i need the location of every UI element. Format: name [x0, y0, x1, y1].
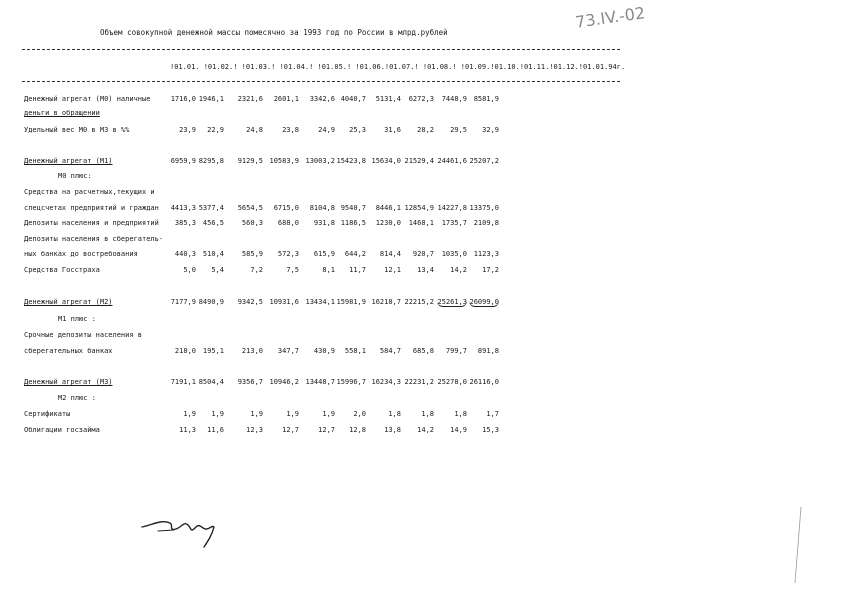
- cell: 13,4: [417, 266, 434, 274]
- cell: 14,2: [417, 426, 434, 434]
- cell: 11,3: [179, 426, 196, 434]
- header-divider: [22, 81, 620, 82]
- table-row-certificates: [0, 410, 842, 422]
- cell: 1,9: [250, 410, 263, 418]
- table-row-gosstrakh: [0, 266, 842, 278]
- cell: 10931,6: [269, 298, 299, 306]
- cell: 25,3: [349, 126, 366, 134]
- table-row-deposits: [0, 219, 842, 231]
- cell: 685,8: [412, 347, 434, 355]
- table-row-term-header: [0, 331, 842, 343]
- cell: 23,9: [179, 126, 196, 134]
- cell: 5,0: [183, 266, 196, 274]
- cell: 22231,2: [404, 378, 434, 386]
- cell: 1735,7: [441, 219, 467, 227]
- cell: 8,1: [322, 266, 335, 274]
- cell: 8504,4: [198, 378, 224, 386]
- row-label: Депозиты населения и предприятий: [24, 219, 159, 227]
- table-row-m0-cont: [0, 109, 842, 121]
- cell-circled: 26099,0: [469, 298, 499, 306]
- cell: 23,8: [282, 126, 299, 134]
- cell: 891,8: [477, 347, 499, 355]
- cell: 7448,9: [441, 95, 467, 103]
- cell: 1,8: [454, 410, 467, 418]
- table-row-m2-plus: [0, 394, 842, 406]
- cell: 7177,9: [170, 298, 196, 306]
- cell: 456,5: [202, 219, 224, 227]
- cell: 24,8: [246, 126, 263, 134]
- cell: 1,8: [388, 410, 401, 418]
- row-label: Денежный агрегат (М2): [24, 298, 113, 306]
- table-row-savings: [0, 250, 842, 262]
- cell: 24,9: [318, 126, 335, 134]
- cell: 17,2: [482, 266, 499, 274]
- cell-circled: 25261,3: [437, 298, 467, 306]
- cell: 9342,5: [237, 298, 263, 306]
- cell: 213,0: [241, 347, 263, 355]
- cell: 814,4: [379, 250, 401, 258]
- row-label: М1 плюс :: [58, 315, 96, 323]
- row-label: Денежный агрегат (М0) наличные: [24, 95, 151, 103]
- cell: 32,9: [482, 126, 499, 134]
- cell: 560,3: [241, 219, 263, 227]
- cell: 572,3: [277, 250, 299, 258]
- cell: 1,9: [322, 410, 335, 418]
- cell: 584,7: [379, 347, 401, 355]
- cell: 14227,8: [437, 204, 467, 212]
- cell: 688,0: [277, 219, 299, 227]
- cell: 5654,5: [237, 204, 263, 212]
- cell: 15634,0: [371, 157, 401, 165]
- cell: 13375,0: [469, 204, 499, 212]
- cell: 218,0: [174, 347, 196, 355]
- cell: 3342,6: [309, 95, 335, 103]
- cell: 15,3: [482, 426, 499, 434]
- cell: 4040,7: [340, 95, 366, 103]
- row-label: Удельный вес М0 в М3 в %%: [24, 126, 130, 134]
- cell: 15996,7: [336, 378, 366, 386]
- cell: 13448,7: [305, 378, 335, 386]
- cell: 24461,6: [437, 157, 467, 165]
- cell: 31,6: [384, 126, 401, 134]
- cell: 6959,9: [170, 157, 196, 165]
- cell: 10946,2: [269, 378, 299, 386]
- cell: 10583,9: [269, 157, 299, 165]
- cell: 2109,8: [473, 219, 499, 227]
- table-row-m0-plus: [0, 172, 842, 184]
- column-header-row: !01.01. !01.02.! !01.03.! !01.04.! !01.05.! !01.06.!01.07.! !01.08.! !01.09.!01.10.!01.11.!01.12.!01.01.94г.: [170, 63, 626, 71]
- cell: 1,9: [286, 410, 299, 418]
- cell: 5,4: [211, 266, 224, 274]
- cell: 8581,9: [473, 95, 499, 103]
- cell: 22215,2: [404, 298, 434, 306]
- cell: 1123,3: [473, 250, 499, 258]
- cell: 1230,0: [375, 219, 401, 227]
- cell: 1946,1: [198, 95, 224, 103]
- cell: 5377,4: [198, 204, 224, 212]
- table-row-accounts: [0, 204, 842, 216]
- cell: 12,7: [318, 426, 335, 434]
- cell: 1,8: [421, 410, 434, 418]
- table-row-m1: [0, 157, 842, 169]
- row-label: Средства на расчетных,текущих и: [24, 188, 155, 196]
- cell: 931,8: [313, 219, 335, 227]
- cell: 1035,0: [441, 250, 467, 258]
- cell: 1,9: [211, 410, 224, 418]
- table-row-m3: [0, 378, 842, 390]
- cell: 13434,1: [305, 298, 335, 306]
- cell: 7191,1: [170, 378, 196, 386]
- row-label: Денежный агрегат (М3): [24, 378, 113, 386]
- cell: 12,8: [349, 426, 366, 434]
- row-label: Депозиты населения в сберегатель-: [24, 235, 164, 243]
- row-label: Сертификаты: [24, 410, 71, 418]
- cell: 7,2: [250, 266, 263, 274]
- cell: 385,3: [174, 219, 196, 227]
- handwritten-stamp: 73.IV.-02: [574, 3, 647, 32]
- cell: 11,6: [207, 426, 224, 434]
- cell: 8295,8: [198, 157, 224, 165]
- cell: 14,9: [450, 426, 467, 434]
- cell: 11,7: [349, 266, 366, 274]
- table-row-m0-share: [0, 126, 842, 138]
- cell: 1468,1: [408, 219, 434, 227]
- cell: 6272,3: [408, 95, 434, 103]
- cell: 15981,9: [336, 298, 366, 306]
- table-row-bonds: [0, 426, 842, 438]
- cell: 585,9: [241, 250, 263, 258]
- cell: 9540,7: [340, 204, 366, 212]
- document-title: Объем совокупной денежной массы помесячно за 1993 год по России в млрд.рублей: [100, 28, 448, 37]
- cell: 9356,7: [237, 378, 263, 386]
- cell: 8104,8: [309, 204, 335, 212]
- cell: 799,7: [445, 347, 467, 355]
- cell: 8490,9: [198, 298, 224, 306]
- cell: 8446,1: [375, 204, 401, 212]
- row-label: М2 плюс :: [58, 394, 96, 402]
- cell: 12,7: [282, 426, 299, 434]
- cell: 12,3: [246, 426, 263, 434]
- cell: 1,9: [183, 410, 196, 418]
- row-label: Облигации госзайма: [24, 426, 100, 434]
- table-row-accounts-header: [0, 188, 842, 200]
- table-row-m2: [0, 298, 842, 310]
- cell: 15423,8: [336, 157, 366, 165]
- handwritten-signature: [140, 505, 230, 550]
- cell: 2601,1: [273, 95, 299, 103]
- row-label: Срочные депозиты населения в: [24, 331, 143, 339]
- cell: 440,3: [174, 250, 196, 258]
- cell: 1,7: [486, 410, 499, 418]
- table-row-term: [0, 347, 842, 359]
- cell: 25278,0: [437, 378, 467, 386]
- cell: 510,4: [202, 250, 224, 258]
- cell: 2321,6: [237, 95, 263, 103]
- row-label: М0 плюс:: [58, 172, 92, 180]
- cell: 9129,5: [237, 157, 263, 165]
- cell: 6715,0: [273, 204, 299, 212]
- cell: 12854,9: [404, 204, 434, 212]
- cell: 25207,2: [469, 157, 499, 165]
- cell: 644,2: [344, 250, 366, 258]
- cell: 26116,0: [469, 378, 499, 386]
- cell: 29,5: [450, 126, 467, 134]
- cell: 195,1: [202, 347, 224, 355]
- top-divider: [22, 49, 620, 50]
- row-label: спецсчетах предприятий и граждан: [24, 204, 159, 212]
- cell: 16218,7: [371, 298, 401, 306]
- cell: 13003,2: [305, 157, 335, 165]
- cell: 347,7: [277, 347, 299, 355]
- cell: 7,5: [286, 266, 299, 274]
- cell: 22,9: [207, 126, 224, 134]
- row-label: сберегательных банках: [24, 347, 113, 355]
- cell: 28,2: [417, 126, 434, 134]
- cell: 615,9: [313, 250, 335, 258]
- cell: 5131,4: [375, 95, 401, 103]
- table-row-m1-plus: [0, 315, 842, 327]
- cell: 13,8: [384, 426, 401, 434]
- row-label: ных банках до востребования: [24, 250, 138, 258]
- cell: 12,1: [384, 266, 401, 274]
- cell: 1716,0: [170, 95, 196, 103]
- cell: 21529,4: [404, 157, 434, 165]
- row-label: Денежный агрегат (М1): [24, 157, 113, 165]
- cell: 4413,3: [170, 204, 196, 212]
- cell: 558,1: [344, 347, 366, 355]
- table-row-savings-header: [0, 235, 842, 247]
- cell: 430,9: [313, 347, 335, 355]
- table-row-m0: [0, 95, 842, 107]
- cell: 16234,3: [371, 378, 401, 386]
- cell: 14,2: [450, 266, 467, 274]
- edge-mark: [793, 505, 803, 585]
- cell: 920,7: [412, 250, 434, 258]
- row-label: деньги в обращении: [24, 109, 100, 117]
- cell: 1186,5: [340, 219, 366, 227]
- row-label: Средства Госстраха: [24, 266, 100, 274]
- cell: 2,0: [353, 410, 366, 418]
